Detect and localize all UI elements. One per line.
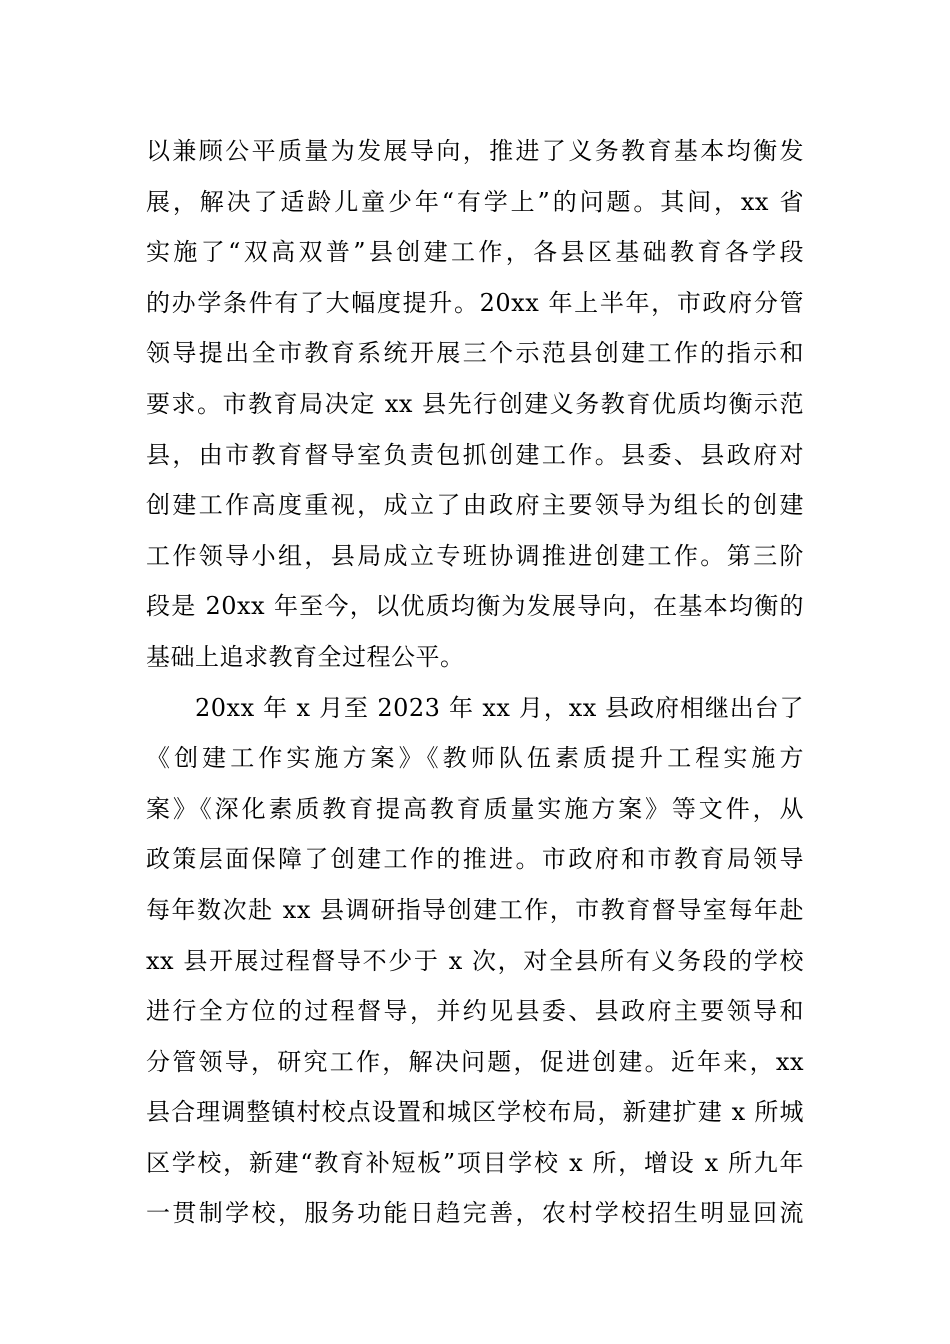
paragraph-2-line-9: 县合理调整镇村校点设置和城区学校布局，新建扩建 x 所城 bbox=[146, 1098, 804, 1127]
paragraph-1-line-2: 展，解决了适龄儿童少年“有学上”的问题。其间，xx 省 bbox=[146, 187, 804, 216]
paragraph-2-line-10: 区学校，新建“教育补短板”项目学校 x 所，增设 x 所九年 bbox=[146, 1148, 804, 1177]
paragraph-1-line-11: 基础上追求教育全过程公平。 bbox=[146, 642, 465, 671]
paragraph-2-line-11: 一贯制学校，服务功能日趋完善，农村学校招生明显回流 bbox=[146, 1199, 804, 1228]
paragraph-1-line-4: 的办学条件有了大幅度提升。20xx 年上半年，市政府分管 bbox=[146, 288, 804, 317]
paragraph-1-line-7: 县，由市教育督导室负责包抓创建工作。县委、县政府对 bbox=[146, 440, 804, 469]
paragraph-2-line-7: 进行全方位的过程督导，并约见县委、县政府主要领导和 bbox=[146, 997, 804, 1026]
paragraph-2-line-2: 《创建工作实施方案》《教师队伍素质提升工程实施方 bbox=[146, 744, 804, 773]
paragraph-1-line-9: 工作领导小组，县局成立专班协调推进创建工作。第三阶 bbox=[146, 541, 804, 570]
paragraph-2-line-1: 20xx 年 x 月至 2023 年 xx 月，xx 县政府相继出台了 bbox=[195, 693, 804, 722]
paragraph-1-line-1: 以兼顾公平质量为发展导向，推进了义务教育基本均衡发 bbox=[146, 137, 804, 165]
paragraph-1-line-10: 段是 20xx 年至今，以优质均衡为发展导向，在基本均衡的 bbox=[146, 592, 804, 621]
body-text bbox=[146, 126, 804, 1239]
paragraph-1-line-8: 创建工作高度重视，成立了由政府主要领导为组长的创建 bbox=[146, 491, 804, 520]
paragraph-2-line-5: 每年数次赴 xx 县调研指导创建工作，市教育督导室每年赴 bbox=[146, 895, 804, 924]
paragraph-2-line-8: 分管领导，研究工作，解决问题，促进创建。近年来，xx bbox=[146, 1047, 804, 1076]
paragraph-1-line-3: 实施了“双高双普”县创建工作，各县区基础教育各学段 bbox=[146, 238, 804, 267]
paragraph-1-line-6: 要求。市教育局决定 xx 县先行创建义务教育优质均衡示范 bbox=[146, 389, 804, 418]
paragraph-2-line-3: 案》《深化素质教育提高教育质量实施方案》等文件，从 bbox=[146, 794, 804, 823]
paragraph-2-line-4: 政策层面保障了创建工作的推进。市政府和市教育局领导 bbox=[146, 845, 804, 874]
paragraph-1-line-5: 领导提出全市教育系统开展三个示范县创建工作的指示和 bbox=[146, 339, 804, 368]
paragraph-2-line-6: xx 县开展过程督导不少于 x 次，对全县所有义务段的学校 bbox=[146, 946, 804, 975]
